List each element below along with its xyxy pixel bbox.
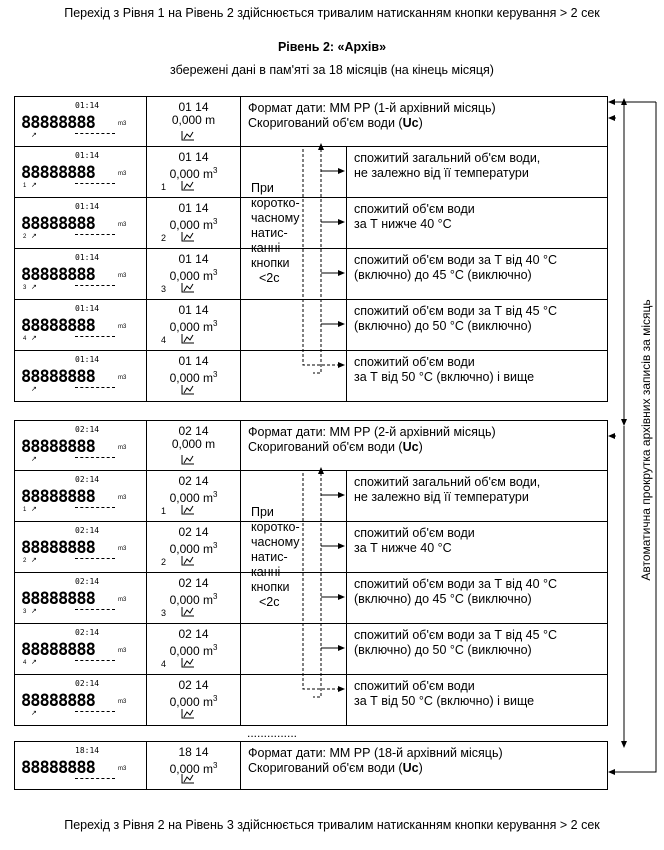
value-cell [147,421,241,470]
lcd-date: 02:14 [75,577,100,586]
lcd-uc-icon: ↗ [31,182,37,189]
value-cell [147,522,241,572]
month-label: 02 14 [178,576,209,590]
short-press-line: натис- [251,226,288,240]
month-label: 01 14 [178,201,209,215]
description-cell [241,742,503,776]
lcd-unit: m3 [118,495,127,501]
archive-block-2 [14,420,608,726]
uc-symbol-icon [181,232,195,242]
lcd-display [21,304,139,344]
lcd-unit: m3 [118,121,127,127]
value-cell [147,471,241,521]
page-subtitle: збережені дані в пам'яті за 18 місяців (на кінець місяця) [170,63,494,77]
month-label: 02 14 [178,474,209,488]
date-format-text: Формат дати: ММ РР (2-й архівний місяць) [248,425,496,439]
value-cell [147,573,241,623]
tariff-number: 3 [161,284,167,294]
lcd-unit: m3 [118,766,127,772]
value-label: 0,000 $m^3$ [169,370,218,385]
lcd-unit: m3 [118,324,127,330]
value-label: 0,000 $m^3$ [169,166,218,181]
lcd-digits: 88888888 [21,691,95,711]
description-line-2: за Т від 50 °С (включно) і вище [354,370,535,384]
consumption-description [347,624,607,658]
value-label: 0,000 $m^3$ [169,268,218,283]
month-label: 01 14 [178,100,209,114]
lcd-cell [15,624,147,674]
short-press-line: При [251,505,274,519]
corrected-volume-text: Скоригований об'єм води (Uc) [248,761,423,775]
lcd-tariff-number: 3 [23,285,27,291]
lcd-cell [15,573,147,623]
lcd-digits: 88888888 [21,367,95,387]
header-transition-text: Перехід з Рівня 1 на Рівень 2 здійснюється тривалим натисканням кнопки керування > 2 сек [64,6,600,20]
lcd-digits: 88888888 [21,538,95,558]
description-line-1: спожитий об'єм води за Т від 45 °С [354,628,558,642]
lcd-date: 01:14 [75,253,100,262]
lcd-unit: m3 [118,222,127,228]
archive-block-1 [14,96,608,402]
value-cell [147,742,241,789]
lcd-dash [75,234,115,235]
month-label: 02 14 [178,424,209,438]
lcd-date: 01:14 [75,355,100,364]
lcd-unit: m3 [118,273,127,279]
footer-transition-text: Перехід з Рівня 2 на Рівень 3 здійснюється тривалим натисканням кнопки керування > 2 сек [64,818,600,832]
side-arrows [606,96,664,786]
navigation-arrows [241,421,347,727]
uc-symbol-icon [181,709,195,719]
consumption-description [347,573,607,607]
value-cell [147,624,241,674]
short-press-line: кнопки [251,580,290,594]
lcd-digits: 88888888 [21,589,95,609]
consumption-description [347,351,607,385]
lcd-tariff-number: 3 [23,609,27,615]
tariff-number: 4 [161,335,167,345]
description-line-1: спожитий об'єм води [354,526,475,540]
lcd-unit: m3 [118,699,127,705]
value-label: 0,000 $m^3$ [169,694,218,709]
lcd-cell [15,471,147,521]
short-press-line: канні [251,241,281,255]
tariff-number: 1 [161,182,167,192]
uc-symbol-icon [181,131,195,141]
tariff-number: 4 [161,659,167,669]
month-label: 01 14 [178,354,209,368]
lcd-tariff-number: 1 [23,507,27,513]
lcd-date: 18:14 [75,746,100,755]
lcd-cell [15,421,147,470]
value-cell [147,147,241,197]
lcd-display [21,526,139,566]
lcd-tariff-number: 4 [23,660,27,666]
short-press-line: коротко- [251,520,300,534]
lcd-display [21,425,139,465]
lcd-display [21,679,139,719]
description-line-2: (включно) до 45 °С (виключно) [354,268,532,282]
lcd-cell [15,147,147,197]
value-label: 0,000 $m^3$ [169,592,218,607]
short-press-line: <2с [259,595,280,609]
month-label: 01 14 [178,303,209,317]
lcd-display [21,628,139,668]
short-press-line: канні [251,565,281,579]
lcd-date: 02:14 [75,425,100,434]
lcd-dash [75,778,115,779]
description-line-2: за Т нижче 40 °С [354,541,452,555]
lcd-cell [15,742,147,789]
description-cell [346,675,607,725]
lcd-date: 01:14 [75,101,100,110]
page-title: Рівень 2: «Архів» [277,40,387,54]
date-format-text: Формат дати: ММ РР (1-й архівний місяць) [248,101,496,115]
lcd-display [21,577,139,617]
lcd-dash [75,133,115,134]
value-label: 0,000 $m^3$ [169,541,218,556]
uc-symbol-icon [181,774,195,784]
lcd-digits: 88888888 [21,113,95,133]
lcd-digits: 88888888 [21,487,95,507]
lcd-cell [15,351,147,401]
tariff-number: 1 [161,506,167,516]
lcd-tariff-number: 4 [23,336,27,342]
lcd-digits: 88888888 [21,316,95,336]
lcd-digits: 88888888 [21,437,95,457]
consumption-description [347,675,607,709]
description-cell [346,522,607,572]
lcd-date: 02:14 [75,628,100,637]
lcd-unit: m3 [118,648,127,654]
navigation-arrows [241,97,347,403]
value-label: 0,000 $m^3$ [169,761,218,776]
lcd-tariff-number: 2 [23,558,27,564]
lcd-uc-icon: ↗ [31,132,37,139]
lcd-display [21,202,139,242]
description-line-1: спожитий загальний об'єм води, [354,475,541,489]
corrected-volume-text: Скоригований об'єм води (Uc) [248,116,423,130]
tariff-number: 2 [161,233,167,243]
lcd-unit: m3 [118,546,127,552]
short-press-line: <2с [259,271,280,285]
description-line-2: не залежно від її температури [354,166,529,180]
value-cell [147,675,241,725]
lcd-dash [75,711,115,712]
lcd-cell [15,198,147,248]
description-cell [346,573,607,623]
value-label: 0,000 m [171,113,216,127]
lcd-unit: m3 [118,375,127,381]
description-cell [346,300,607,350]
archive-block-18 [14,741,608,790]
lcd-uc-icon: ↗ [31,608,37,615]
uc-symbol-icon [181,385,195,395]
consumption-description [347,198,607,232]
lcd-uc-icon: ↗ [31,233,37,240]
lcd-cell [15,249,147,299]
value-label: 0,000 $m^3$ [169,319,218,334]
description-line-2: (включно) до 45 °С (виключно) [354,592,532,606]
lcd-uc-icon: ↗ [31,710,37,717]
tariff-number: 3 [161,608,167,618]
description-line-2: за Т від 50 °С (включно) і вище [354,694,535,708]
value-cell [147,97,241,146]
lcd-date: 02:14 [75,475,100,484]
consumption-description [347,249,607,283]
lcd-dash [75,183,115,184]
description-line-2: (включно) до 50 °С (виключно) [354,643,532,657]
description-cell [346,351,607,401]
tariff-number: 2 [161,557,167,567]
short-press-line: кнопки [251,256,290,270]
lcd-uc-icon: ↗ [31,557,37,564]
description-line-2: за Т нижче 40 °С [354,217,452,231]
lcd-uc-icon: ↗ [31,386,37,393]
description-line-1: спожитий об'єм води за Т від 40 °С [354,577,558,591]
lcd-uc-icon: ↗ [31,456,37,463]
archive-row-header [15,742,607,789]
lcd-cell [15,300,147,350]
description-cell [346,624,607,674]
short-press-line: При [251,181,274,195]
corrected-volume-text: Скоригований об'єм води (Uc) [248,440,423,454]
lcd-dash [75,285,115,286]
lcd-display [21,101,139,141]
uc-symbol-icon [181,455,195,465]
lcd-date: 02:14 [75,526,100,535]
description-line-1: спожитий загальний об'єм води, [354,151,541,165]
month-label: 01 14 [178,150,209,164]
month-label: 01 14 [178,252,209,266]
lcd-tariff-number: 1 [23,183,27,189]
uc-symbol-icon [181,505,195,515]
side-label: Автоматична прокрутка архівних записів за місяць [639,299,653,581]
description-cell [346,198,607,248]
month-label: 18 14 [178,745,209,759]
lcd-dash [75,457,115,458]
lcd-cell [15,522,147,572]
lcd-display [21,475,139,515]
uc-symbol-icon [181,556,195,566]
lcd-tariff-number: 2 [23,234,27,240]
lcd-display [21,253,139,293]
consumption-description [347,147,607,181]
value-label: 0,000 $m^3$ [169,217,218,232]
lcd-uc-icon: ↗ [31,335,37,342]
value-cell [147,198,241,248]
lcd-display [21,355,139,395]
lcd-digits: 88888888 [21,163,95,183]
lcd-digits: 88888888 [21,758,95,778]
value-cell [147,300,241,350]
lcd-dash [75,558,115,559]
lcd-date: 01:14 [75,304,100,313]
short-press-line: коротко- [251,196,300,210]
value-cell [147,249,241,299]
lcd-unit: m3 [118,171,127,177]
description-line-2: не залежно від її температури [354,490,529,504]
lcd-date: 01:14 [75,202,100,211]
description-cell [346,249,607,299]
short-press-line: часному [251,535,300,549]
description-line-1: спожитий об'єм води [354,355,475,369]
lcd-dash [75,609,115,610]
short-press-line: натис- [251,550,288,564]
lcd-dash [75,336,115,337]
value-cell [147,351,241,401]
month-label: 02 14 [178,525,209,539]
lcd-dash [75,660,115,661]
uc-symbol-icon [181,181,195,191]
lcd-uc-icon: ↗ [31,506,37,513]
short-press-line: часному [251,211,300,225]
lcd-dash [75,507,115,508]
lcd-cell [15,97,147,146]
lcd-digits: 88888888 [21,214,95,234]
lcd-unit: m3 [118,445,127,451]
uc-symbol-icon [181,658,195,668]
lcd-cell [15,675,147,725]
consumption-description [347,300,607,334]
value-label: 0,000 $m^3$ [169,490,218,505]
description-line-1: спожитий об'єм води за Т від 40 °С [354,253,558,267]
lcd-dash [75,387,115,388]
lcd-digits: 88888888 [21,265,95,285]
uc-symbol-icon [181,334,195,344]
month-label: 02 14 [178,678,209,692]
description-line-1: спожитий об'єм води [354,679,475,693]
description-cell [346,471,607,521]
value-label: 0,000 $m^3$ [169,643,218,658]
description-line-1: спожитий об'єм води [354,202,475,216]
lcd-digits: 88888888 [21,640,95,660]
consumption-description [347,522,607,556]
ellipsis: ............... [247,726,298,740]
value-label: 0,000 m [171,437,216,451]
lcd-uc-icon: ↗ [31,659,37,666]
date-format-text: Формат дати: ММ РР (18-й архівний місяць) [248,746,503,760]
lcd-display [21,151,139,191]
description-line-1: спожитий об'єм води за Т від 45 °С [354,304,558,318]
lcd-unit: m3 [118,597,127,603]
uc-symbol-icon [181,607,195,617]
description-cell [346,147,607,197]
lcd-date: 02:14 [75,679,100,688]
month-label: 02 14 [178,627,209,641]
lcd-date: 01:14 [75,151,100,160]
lcd-display [21,746,139,786]
uc-symbol-icon [181,283,195,293]
lcd-uc-icon: ↗ [31,284,37,291]
description-line-2: (включно) до 50 °С (виключно) [354,319,532,333]
consumption-description [347,471,607,505]
